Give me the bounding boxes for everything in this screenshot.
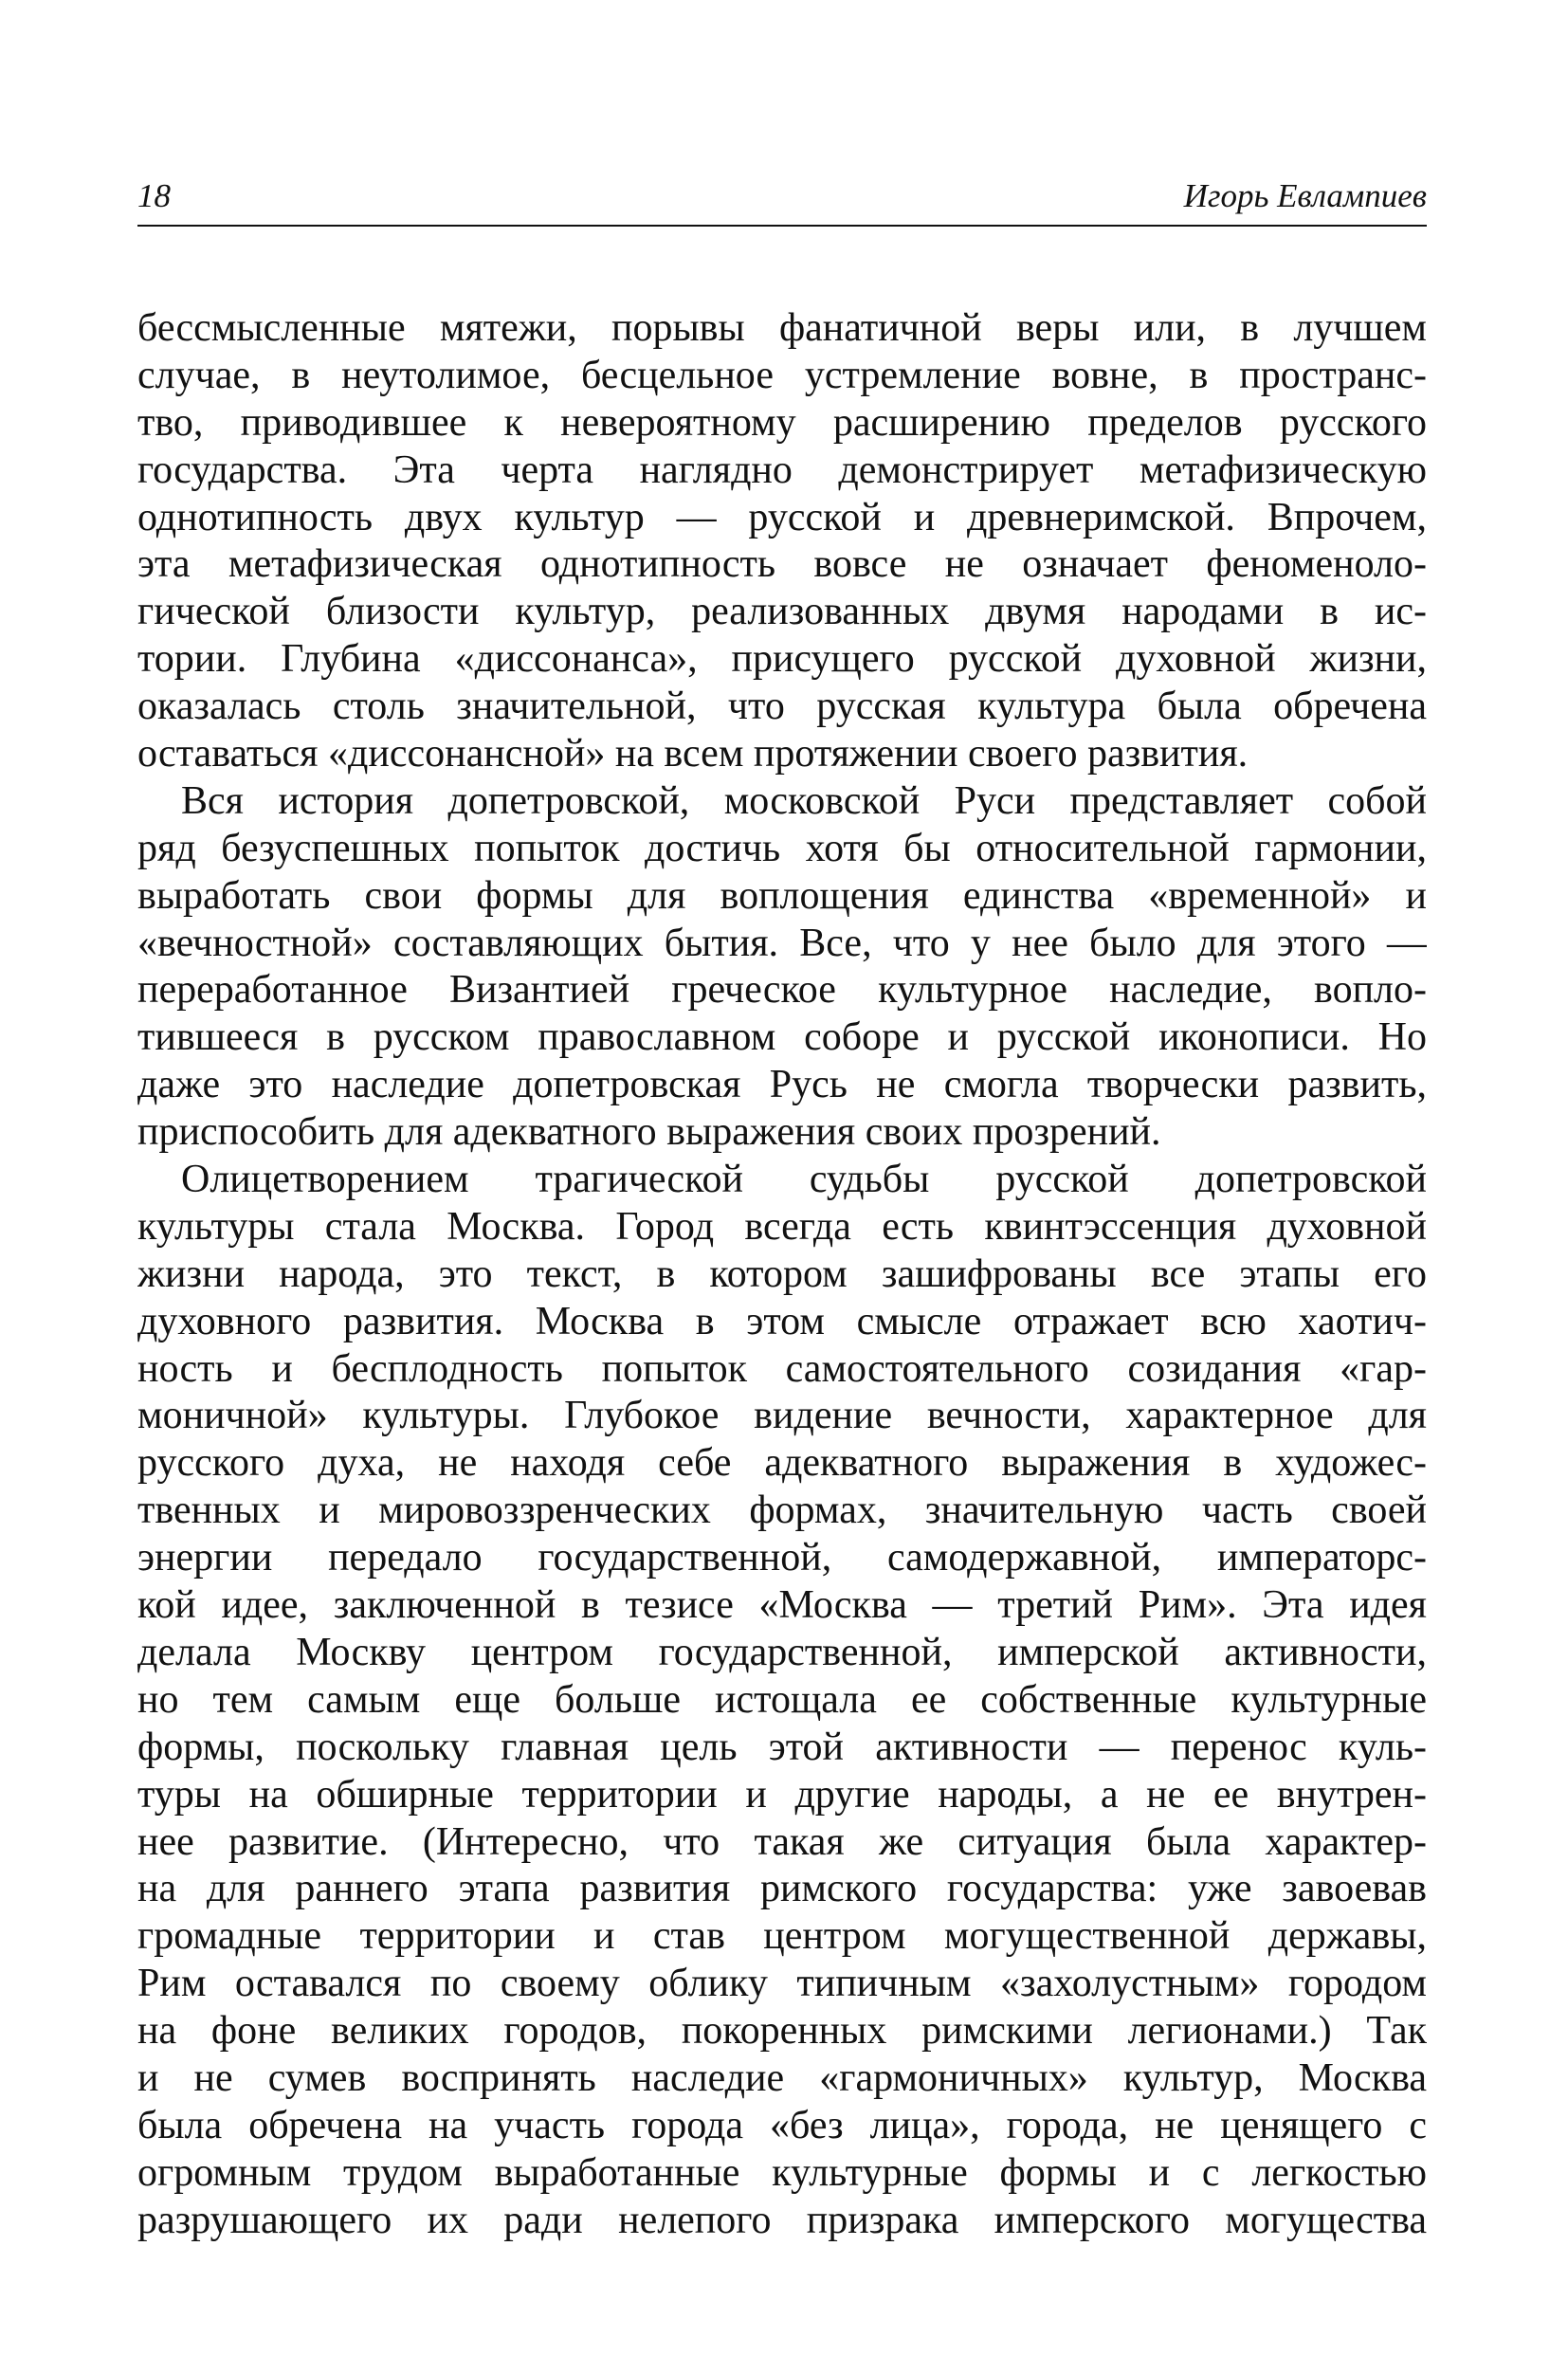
text-line: культуры стала Москва. Город всегда есть квинтэссенция духовной	[137, 1204, 1427, 1249]
text-line: нее развитие. (Интересно, что такая же ситуация была характер-	[137, 1819, 1427, 1864]
text-line: приспособить для адекватного выражения своих прозрений.	[137, 1110, 1161, 1155]
text-line: гической близости культур, реализованных двумя народами в ис-	[137, 590, 1427, 634]
text-line: даже это наследие допетровская Русь не смогла творчески развить,	[137, 1063, 1427, 1107]
text-line: разрушающего их ради нелепого призрака имперского могущества	[137, 2198, 1427, 2242]
text-line: оставаться «диссонансной» на всем протяжении своего развития.	[137, 732, 1249, 776]
text-line: случае, в неутолимое, бесцельное устремление вовне, в пространс-	[137, 353, 1427, 397]
text-line: на для раннего этапа развития римского государства: уже завоевав	[137, 1867, 1427, 1911]
text-line: твенных и мировоззренческих формах, значительную часть своей	[137, 1488, 1427, 1533]
text-line: ность и бесплодность попыток самостоятельного созидания «гар-	[137, 1346, 1427, 1391]
text-line: «вечностной» составляющих бытия. Все, что у нее было для этого —	[137, 921, 1427, 965]
page-number: 18	[137, 177, 171, 214]
text-line: ряд безуспешных попыток достичь хотя бы относительной гармонии,	[137, 826, 1427, 870]
text-line: оказалась столь значительной, что русская культура была обречена	[137, 685, 1427, 729]
text-line: выработать свои формы для воплощения единства «временной» и	[137, 873, 1427, 918]
text-line: тории. Глубина «диссонанса», присущего русской духовной жизни,	[137, 637, 1427, 682]
text-line: была обречена на участь города «без лица», города, не ценящего с	[137, 2103, 1427, 2147]
text-line: тившееся в русском православном соборе и русской иконописи. Но	[137, 1015, 1427, 1060]
text-line: Олицетворением трагической судьбы русской допетровской	[181, 1158, 1427, 1202]
text-line: туры на обширные территории и другие народы, а не ее внутрен-	[137, 1772, 1427, 1817]
text-line: государства. Эта черта наглядно демонстрирует метафизическую	[137, 447, 1427, 492]
text-line: на фоне великих городов, покоренных римскими легионами.) Так	[137, 2009, 1427, 2054]
text-line: Вся история допетровской, московской Руси представляет собой	[181, 778, 1427, 823]
text-line: духовного развития. Москва в этом смысле отражает всю хаотич-	[137, 1299, 1427, 1343]
text-line: бессмысленные мятежи, порывы фанатичной веры или, в лучшем	[137, 306, 1427, 350]
text-line: огромным трудом выработанные культурные формы и с легкостью	[137, 2150, 1427, 2195]
text-line: делала Москву центром государственной, имперской активности,	[137, 1630, 1427, 1674]
paragraph-2	[137, 778, 1427, 1157]
author-name: Игорь Евлампиев	[1183, 177, 1427, 214]
text-line: переработанное Византией греческое культурное наследие, вопло-	[137, 968, 1427, 1013]
text-line: но тем самым еще больше истощала ее собственные культурные	[137, 1677, 1427, 1722]
running-header	[137, 173, 1427, 227]
text-line: русского духа, не находя себе адекватного выражения в художес-	[137, 1441, 1427, 1486]
text-line: кой идее, заключенной в тезисе «Москва — третий Рим». Эта идея	[137, 1583, 1427, 1628]
paragraph-3	[137, 1157, 1427, 2244]
text-line: жизни народа, это текст, в котором зашифрованы все этапы его	[137, 1251, 1427, 1296]
text-line: тво, приводившее к невероятному расширению пределов русского	[137, 400, 1427, 445]
text-line: формы, поскольку главная цель этой активности — перенос куль-	[137, 1725, 1427, 1769]
text-line: громадные территории и став центром могущественной державы,	[137, 1914, 1427, 1959]
body-text	[137, 305, 1427, 2245]
text-line: Рим оставался по своему облику типичным «захолустным» городом	[137, 1962, 1427, 2006]
text-line: и не сумев воспринять наследие «гармоничных» культур, Москва	[137, 2055, 1427, 2100]
text-line: эта метафизическая однотипность вовсе не означает феноменоло-	[137, 542, 1427, 587]
text-line: моничной» культуры. Глубокое видение вечности, характерное для	[137, 1394, 1427, 1438]
text-line: энергии передало государственной, самодержавной, императорс-	[137, 1536, 1427, 1580]
text-line: однотипность двух культур — русской и древнеримской. Впрочем,	[137, 495, 1427, 539]
paragraph-1	[137, 305, 1427, 778]
